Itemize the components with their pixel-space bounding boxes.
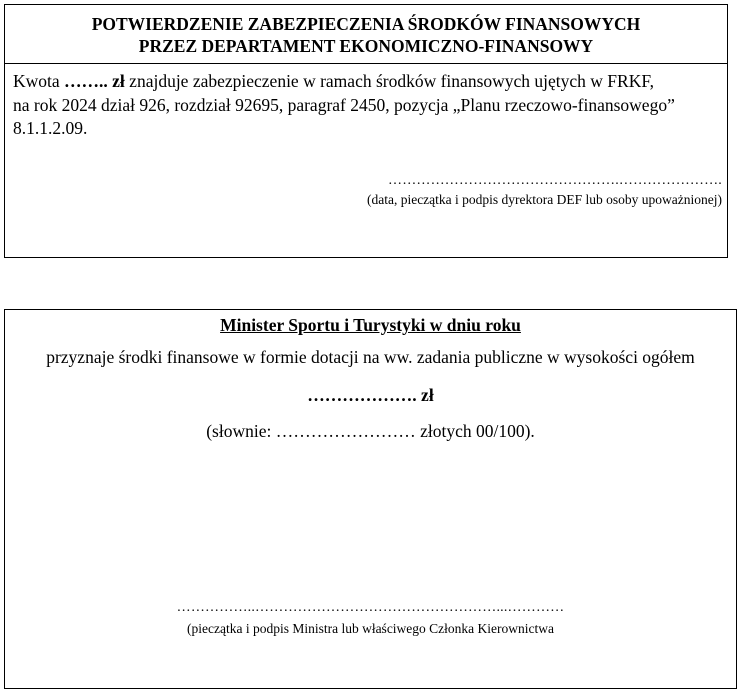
budget-confirmation-section xyxy=(4,4,728,258)
confirmation-title-line-1: POTWIERDZENIE ZABEZPIECZENIA ŚRODKÓW FINANSOWYCH xyxy=(91,14,641,34)
confirmation-body xyxy=(5,64,727,141)
amount-in-words: (słownie: …………………… złotych 00/100). xyxy=(206,421,535,441)
confirmation-text-line-1 xyxy=(13,70,719,94)
def-signature-caption: (data, pieczątka i podpis dyrektora DEF lub osoby upoważnionej) xyxy=(366,192,722,207)
minister-signature-block xyxy=(5,600,736,639)
minister-decision-title: Minister Sportu i Turystyki w dniu roku xyxy=(220,315,521,335)
def-signature-line: ………………………………………….…………………. xyxy=(388,173,722,188)
confirmation-text-line-3: 8.1.1.2.09. xyxy=(13,118,88,138)
minister-decision-section xyxy=(4,309,737,689)
kwota-label: Kwota xyxy=(13,71,60,91)
grant-amount-currency: zł xyxy=(421,385,434,405)
confirmation-text-line-2: na rok 2024 dział 926, rozdział 92695, paragraf 2450, pozycja „Planu rzeczowo-finansowego” xyxy=(13,94,675,115)
minister-signature-caption: (pieczątka i podpis Ministra lub właściwego Członka Kierownictwa xyxy=(186,621,555,636)
grant-amount xyxy=(5,384,736,406)
grant-amount-dots: ………………. xyxy=(307,385,417,405)
confirmation-title xyxy=(5,5,727,64)
def-signature-block xyxy=(367,173,722,210)
minister-signature-line: ……………..……………………………………………...………… xyxy=(176,600,565,615)
confirmation-text-rest: znajduje zabezpieczenie w ramach środków finansowych ujętych w FRKF, xyxy=(129,71,655,91)
grant-text: przyznaje środki finansowe w formie dotacji na ww. zadania publiczne w wysokości ogółem xyxy=(46,347,695,367)
confirmation-title-line-2: PRZEZ DEPARTAMENT EKONOMICZNO-FINANSOWY xyxy=(138,36,594,56)
kwota-currency: zł xyxy=(112,71,125,91)
kwota-value: …….. xyxy=(64,71,108,91)
